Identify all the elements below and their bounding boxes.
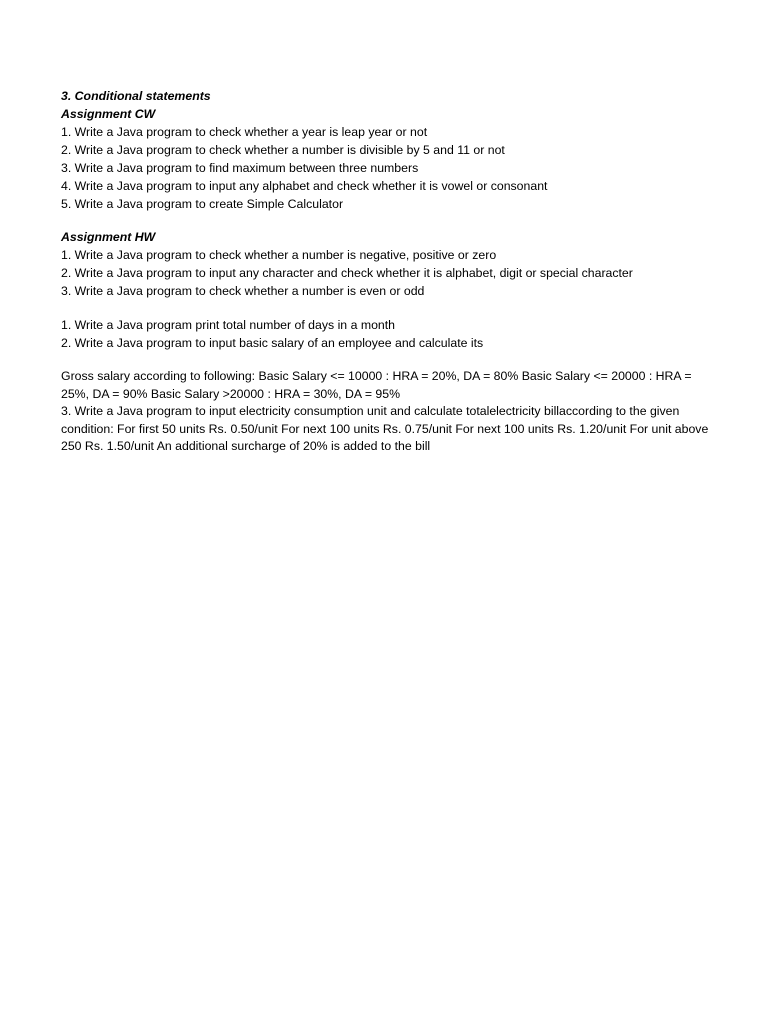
spacer: [61, 352, 721, 368]
cw-item-2: 2. Write a Java program to check whether a number is divisible by 5 and 11 or not: [61, 143, 505, 157]
hw-item-2: 2. Write a Java program to input any character and check whether it is alphabet, digit or special character: [61, 266, 633, 280]
hw-item-3: 3. Write a Java program to check whether a number is even or odd: [61, 284, 425, 298]
gross-salary-paragraph: Gross salary according to following: Basic Salary <= 10000 : HRA = 20%, DA = 80% Basic Salary <= 20000 : HRA = 25%, DA = 90% Basic Salary >20000 : HRA = 30%, DA = 95%: [61, 369, 692, 401]
extra-item-2: 2. Write a Java program to input basic salary of an employee and calculate its: [61, 336, 484, 350]
cw-item-3: 3. Write a Java program to find maximum between three numbers: [61, 161, 419, 175]
cw-item-4: 4. Write a Java program to input any alphabet and check whether it is vowel or consonant: [61, 179, 548, 193]
document-page: [61, 87, 721, 456]
cw-item-5: 5. Write a Java program to create Simple Calculator: [61, 197, 344, 211]
hw-item-1: 1. Write a Java program to check whether a number is negative, positive or zero: [61, 248, 497, 262]
cw-item-1: 1. Write a Java program to check whether a year is leap year or not: [61, 125, 428, 139]
extra-item-1: 1. Write a Java program print total number of days in a month: [61, 318, 395, 332]
spacer: [61, 213, 721, 228]
assignment-hw-heading: Assignment HW: [61, 230, 156, 244]
assignment-cw-heading: Assignment CW: [61, 107, 156, 121]
spacer: [61, 300, 721, 316]
document-title: 3. Conditional statements: [61, 89, 211, 103]
electricity-bill-paragraph: 3. Write a Java program to input electricity consumption unit and calculate totalelectricity billaccording to the given condition: For first 50 units Rs. 0.50/unit For next 100 units Rs. 0.75/unit For next 100 units Rs. 1.20/unit For unit above 250 Rs. 1.50/unit An additional surcharge of 20% is added to the bill: [61, 404, 709, 453]
